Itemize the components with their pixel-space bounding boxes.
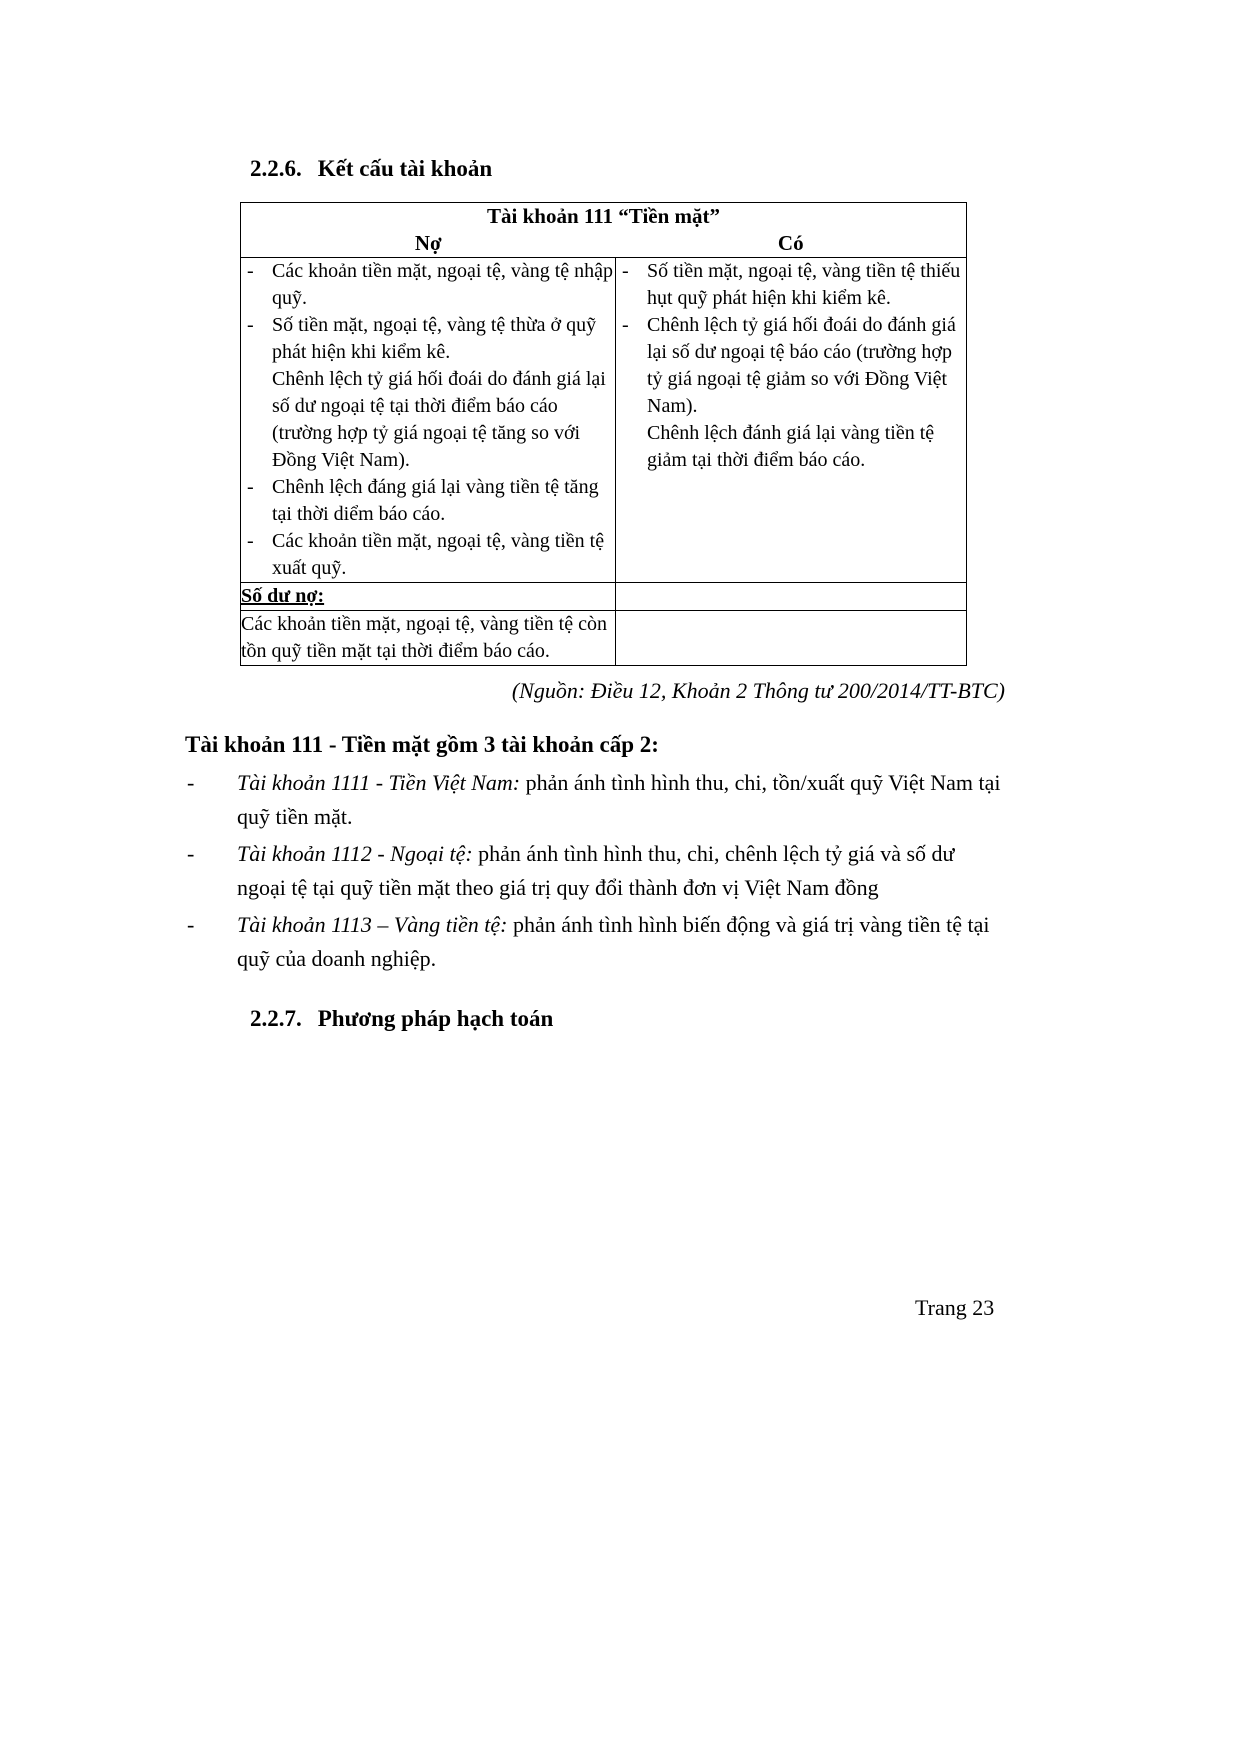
section-heading-2-2-7	[250, 1006, 1007, 1032]
list-dash: -	[247, 476, 254, 498]
account-structure-table	[240, 202, 967, 666]
table-list-item	[616, 420, 966, 474]
balance-label: Số dư nợ:	[241, 585, 325, 607]
subaccount-label: Tài khoản 1111 - Tiền Việt Nam:	[237, 770, 526, 795]
list-dash: -	[622, 260, 629, 282]
subaccounts-list	[185, 766, 1007, 976]
list-dash: -	[247, 530, 254, 552]
table-title-row	[241, 203, 967, 231]
subaccount-item	[185, 908, 1007, 976]
table-list-item	[241, 528, 615, 582]
balance-text-cell: Các khoản tiền mặt, ngoại tệ, vàng tiền tệ còn tồn quỹ tiền mặt tại thời điểm báo cáo.	[241, 611, 616, 666]
subaccount-item	[185, 766, 1007, 834]
section-number: 2.2.6.	[250, 156, 302, 181]
table-list-item	[241, 474, 615, 528]
list-dash: -	[247, 260, 254, 282]
credit-items-cell	[616, 258, 967, 583]
subaccount-description: phản ánh tình hình thu, chi, chênh lệch tỷ giá và số dư ngoại tệ tại quỹ tiền mặt theo giá trị quy đổi thành đơn vị Việt Nam đồng	[237, 841, 955, 900]
table-body-row	[241, 258, 967, 583]
subaccount-item	[185, 837, 1007, 905]
subaccount-description: phản ánh tình hình thu, chi, tồn/xuất quỹ Việt Nam tại quỹ tiền mặt.	[237, 770, 1001, 829]
balance-label-row	[241, 583, 967, 611]
list-item-text: Các khoản tiền mặt, ngoại tệ, vàng tệ nhập quỹ.	[272, 260, 614, 309]
table-title: Tài khoản 111 “Tiền mặt”	[487, 204, 721, 228]
balance-label-empty-cell	[616, 583, 967, 611]
subaccount-text	[237, 908, 1007, 976]
subaccount-label: Tài khoản 1113 – Vàng tiền tệ:	[237, 912, 513, 937]
page-number: Trang 23	[915, 1295, 995, 1320]
subaccount-label: Tài khoản 1112 - Ngoại tệ:	[237, 841, 479, 866]
list-item-text: Chênh lệch tỷ giá hối đoái do đánh giá lại số dư ngoại tệ tại thời điểm báo cáo (trường hợp tỷ giá ngoại tệ tăng so với Đồng Việt Nam).	[272, 368, 606, 471]
balance-text-row	[241, 611, 967, 666]
section-heading-2-2-6	[250, 156, 1007, 182]
debit-column-header: Nợ	[241, 230, 616, 258]
section-number: 2.2.7.	[250, 1006, 302, 1031]
subaccount-description: phản ánh tình hình biến động và giá trị vàng tiền tệ tại quỹ của doanh nghiệp.	[237, 912, 990, 971]
table-list-item	[241, 312, 615, 366]
balance-text-empty-cell	[616, 611, 967, 666]
list-item-text: Các khoản tiền mặt, ngoại tệ, vàng tiền tệ xuất quỹ.	[272, 530, 605, 579]
list-item-text: Số tiền mặt, ngoại tệ, vàng tệ thừa ở quỹ phát hiện khi kiểm kê.	[272, 314, 597, 363]
list-item-text: Chênh lệch tỷ giá hối đoái do đánh giá lại số dư ngoại tệ báo cáo (trường hợp tỷ giá ngoại tệ giảm so với Đồng Việt Nam).	[647, 314, 956, 417]
subaccount-text	[237, 766, 1007, 834]
table-list-item	[616, 312, 966, 420]
list-item-text: Số tiền mặt, ngoại tệ, vàng tiền tệ thiếu hụt quỹ phát hiện khi kiểm kê.	[647, 260, 961, 309]
list-dash: -	[622, 314, 629, 336]
list-dash: -	[187, 770, 195, 795]
source-citation: (Nguồn: Điều 12, Khoản 2 Thông tư 200/2014/TT-BTC)	[511, 678, 1005, 703]
subaccounts-heading: Tài khoản 111 - Tiền mặt gồm 3 tài khoản cấp 2:	[185, 732, 659, 757]
table-list-item	[616, 258, 966, 312]
debit-items-cell	[241, 258, 616, 583]
table-header-row	[241, 230, 967, 258]
table-list-item	[241, 258, 615, 312]
list-dash	[616, 420, 647, 474]
list-dash: -	[187, 912, 195, 937]
document-content	[185, 156, 1007, 1032]
section-title: Phương pháp hạch toán	[317, 1006, 554, 1031]
subaccount-text	[237, 837, 1007, 905]
list-item-text: Chênh lệch đáng giá lại vàng tiền tệ tăng tại thời diểm báo cáo.	[272, 476, 599, 525]
credit-column-header: Có	[616, 230, 967, 258]
list-dash	[241, 366, 272, 474]
balance-label-cell	[241, 583, 616, 611]
list-item-text: Chênh lệch đánh giá lại vàng tiền tệ giảm tại thời điểm báo cáo.	[647, 422, 935, 471]
table-list-item	[241, 366, 615, 474]
list-dash: -	[187, 841, 195, 866]
list-dash: -	[247, 314, 254, 336]
section-title: Kết cấu tài khoản	[317, 156, 493, 181]
